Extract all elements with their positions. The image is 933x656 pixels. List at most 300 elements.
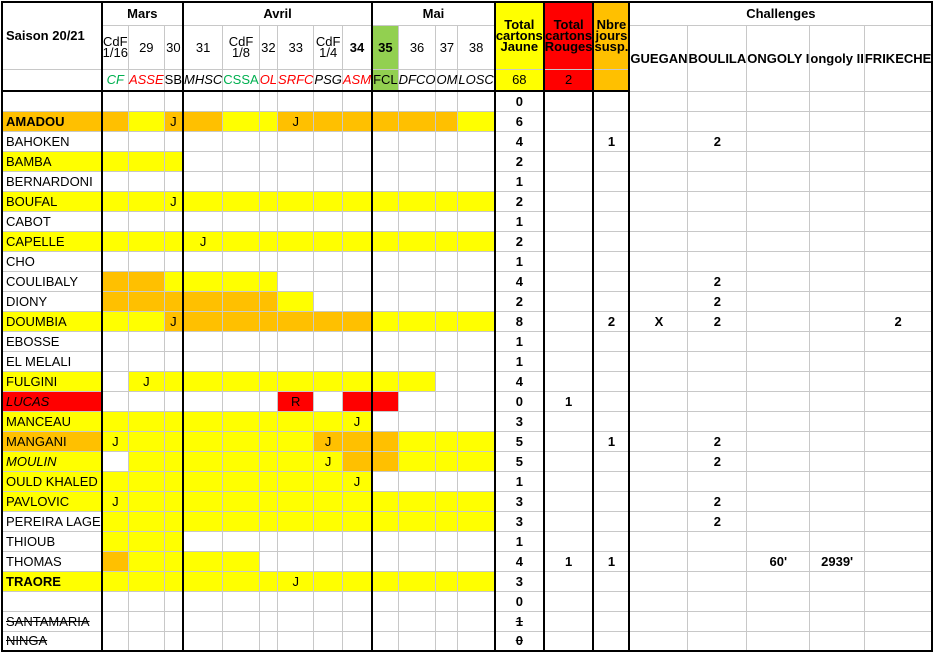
blank-cell[interactable] [223, 91, 259, 111]
challenge-cell[interactable]: X [629, 311, 688, 331]
match-cell[interactable] [398, 611, 436, 631]
match-cell[interactable] [183, 191, 223, 211]
opponent-losc[interactable]: LOSC [458, 69, 495, 91]
challenge-cell[interactable] [688, 231, 747, 251]
challenge-cell[interactable] [810, 611, 864, 631]
yellow-count[interactable]: 2 [495, 291, 544, 311]
match-cell[interactable] [259, 391, 277, 411]
challenge-cell[interactable] [810, 351, 864, 371]
match-cell[interactable] [164, 611, 183, 631]
match-cell[interactable] [436, 231, 458, 251]
match-cell[interactable] [128, 191, 164, 211]
match-cell[interactable] [102, 411, 129, 431]
match-cell[interactable] [372, 371, 398, 391]
match-cell[interactable] [259, 191, 277, 211]
match-cell[interactable] [259, 131, 277, 151]
match-cell[interactable] [223, 111, 259, 131]
suspension-count[interactable]: 1 [593, 131, 629, 151]
challenge-cell[interactable] [747, 191, 810, 211]
match-cell[interactable] [278, 411, 314, 431]
matchday-4[interactable]: 31 [183, 25, 223, 69]
challenge-cell[interactable] [747, 371, 810, 391]
yellow-count[interactable]: 1 [495, 251, 544, 271]
match-cell[interactable] [223, 151, 259, 171]
match-cell[interactable] [398, 471, 436, 491]
red-count[interactable] [544, 331, 594, 351]
red-count[interactable] [544, 371, 594, 391]
match-cell[interactable] [458, 371, 495, 391]
match-cell[interactable] [314, 191, 342, 211]
blank-cell[interactable] [372, 91, 398, 111]
challenge-cell[interactable] [810, 451, 864, 471]
challenge-cell[interactable] [864, 471, 932, 491]
match-cell[interactable] [436, 631, 458, 651]
match-cell[interactable] [102, 471, 129, 491]
red-count[interactable] [544, 311, 594, 331]
match-cell[interactable] [102, 271, 129, 291]
challenge-cell[interactable] [810, 471, 864, 491]
match-cell[interactable] [128, 551, 164, 571]
match-cell[interactable] [183, 531, 223, 551]
challenge-cell[interactable] [810, 511, 864, 531]
match-cell[interactable] [398, 151, 436, 171]
match-cell[interactable] [128, 171, 164, 191]
match-cell[interactable] [458, 331, 495, 351]
match-cell[interactable] [278, 491, 314, 511]
match-cell[interactable] [223, 491, 259, 511]
suspension-count[interactable] [593, 191, 629, 211]
match-cell[interactable] [436, 271, 458, 291]
match-cell[interactable] [223, 471, 259, 491]
challenge-cell[interactable] [688, 611, 747, 631]
challenge-cell[interactable] [688, 411, 747, 431]
matchday-12[interactable]: 37 [436, 25, 458, 69]
match-cell[interactable] [183, 311, 223, 331]
match-cell[interactable] [128, 591, 164, 611]
match-cell[interactable] [436, 371, 458, 391]
match-cell[interactable] [278, 231, 314, 251]
match-cell[interactable] [102, 631, 129, 651]
match-cell[interactable] [436, 511, 458, 531]
match-cell[interactable] [314, 131, 342, 151]
suspension-count[interactable]: 1 [593, 551, 629, 571]
challenge-5[interactable]: FRIKECHE [864, 25, 932, 91]
match-cell[interactable] [458, 311, 495, 331]
match-cell[interactable] [259, 551, 277, 571]
match-cell[interactable] [128, 511, 164, 531]
challenge-cell[interactable] [810, 251, 864, 271]
match-cell[interactable] [259, 331, 277, 351]
blank-cell[interactable] [278, 91, 314, 111]
player-name[interactable]: NINGA [2, 631, 102, 651]
match-cell[interactable] [164, 171, 183, 191]
match-cell[interactable] [259, 431, 277, 451]
match-cell[interactable] [128, 151, 164, 171]
match-cell[interactable] [102, 391, 129, 411]
blank-cell[interactable] [102, 91, 129, 111]
red-count[interactable] [544, 611, 594, 631]
yellow-count[interactable]: 0 [495, 91, 544, 111]
match-cell[interactable] [436, 291, 458, 311]
challenge-cell[interactable]: 2 [688, 271, 747, 291]
match-cell[interactable] [278, 211, 314, 231]
challenge-cell[interactable] [810, 171, 864, 191]
challenge-cell[interactable] [747, 531, 810, 551]
challenges-title[interactable]: Challenges [629, 2, 932, 25]
match-cell[interactable] [342, 231, 372, 251]
match-cell[interactable] [183, 111, 223, 131]
match-cell[interactable] [183, 511, 223, 531]
suspension-count[interactable] [593, 531, 629, 551]
challenge-cell[interactable] [747, 171, 810, 191]
total-red-header[interactable]: Total cartons Rouges [544, 2, 594, 69]
match-cell[interactable] [398, 591, 436, 611]
match-cell[interactable] [314, 511, 342, 531]
matchday-3[interactable]: 30 [164, 25, 183, 69]
match-cell[interactable] [183, 351, 223, 371]
yellow-count[interactable]: 1 [495, 531, 544, 551]
match-cell[interactable] [458, 171, 495, 191]
match-cell[interactable] [458, 251, 495, 271]
match-cell[interactable] [314, 251, 342, 271]
match-cell[interactable] [223, 631, 259, 651]
challenge-cell[interactable] [629, 511, 688, 531]
match-cell[interactable] [223, 231, 259, 251]
challenge-cell[interactable] [688, 351, 747, 371]
match-cell[interactable] [314, 291, 342, 311]
challenge-cell[interactable] [810, 631, 864, 651]
red-count[interactable] [544, 251, 594, 271]
suspension-count[interactable] [593, 151, 629, 171]
suspension-count[interactable] [593, 331, 629, 351]
match-cell[interactable] [372, 611, 398, 631]
challenge-cell[interactable] [810, 591, 864, 611]
red-count[interactable] [544, 411, 594, 431]
matchday-7[interactable]: 33 [278, 25, 314, 69]
player-name[interactable]: EBOSSE [2, 331, 102, 351]
challenge-cell[interactable] [810, 311, 864, 331]
match-cell[interactable] [259, 151, 277, 171]
yellow-count[interactable]: 1 [495, 471, 544, 491]
match-cell[interactable] [436, 591, 458, 611]
player-name[interactable] [2, 591, 102, 611]
suspension-count[interactable]: 2 [593, 311, 629, 331]
challenge-cell[interactable] [864, 291, 932, 311]
challenge-3[interactable]: ONGOLY I [747, 25, 810, 91]
red-count[interactable] [544, 231, 594, 251]
match-cell[interactable] [372, 311, 398, 331]
yellow-count[interactable]: 3 [495, 571, 544, 591]
match-cell[interactable] [436, 331, 458, 351]
match-cell[interactable] [128, 491, 164, 511]
opponent-cf[interactable]: CF [102, 69, 129, 91]
month-mars[interactable]: Mars [102, 2, 183, 25]
match-cell[interactable] [164, 151, 183, 171]
match-cell[interactable] [458, 271, 495, 291]
match-cell[interactable] [398, 451, 436, 471]
challenge-cell[interactable] [864, 391, 932, 411]
challenge-cell[interactable] [688, 471, 747, 491]
challenge-cell[interactable] [629, 91, 688, 111]
match-cell[interactable] [102, 591, 129, 611]
match-cell[interactable] [342, 491, 372, 511]
match-cell[interactable] [278, 551, 314, 571]
total-yellow-header[interactable]: Total cartons Jaune [495, 2, 544, 69]
challenge-cell[interactable] [747, 211, 810, 231]
match-cell[interactable] [164, 531, 183, 551]
match-cell[interactable] [314, 271, 342, 291]
match-cell[interactable] [436, 391, 458, 411]
match-cell[interactable] [223, 551, 259, 571]
challenge-cell[interactable] [864, 191, 932, 211]
match-cell[interactable] [183, 151, 223, 171]
match-cell[interactable] [372, 291, 398, 311]
suspension-count[interactable] [593, 171, 629, 191]
challenge-cell[interactable] [747, 331, 810, 351]
match-cell[interactable] [314, 351, 342, 371]
match-cell[interactable] [102, 211, 129, 231]
challenge-cell[interactable] [629, 151, 688, 171]
match-cell[interactable] [436, 211, 458, 231]
match-cell[interactable] [102, 231, 129, 251]
match-cell[interactable] [342, 371, 372, 391]
match-cell[interactable] [398, 411, 436, 431]
challenge-cell[interactable] [864, 251, 932, 271]
match-cell[interactable] [128, 611, 164, 631]
challenge-cell[interactable] [629, 551, 688, 571]
match-cell[interactable] [102, 171, 129, 191]
challenge-cell[interactable]: 2939' [810, 551, 864, 571]
match-cell[interactable] [164, 631, 183, 651]
challenge-cell[interactable] [747, 131, 810, 151]
red-count[interactable] [544, 631, 594, 651]
challenge-cell[interactable] [747, 611, 810, 631]
match-cell[interactable] [372, 431, 398, 451]
red-count[interactable] [544, 451, 594, 471]
match-cell[interactable] [183, 631, 223, 651]
total-red-value[interactable]: 2 [544, 69, 594, 91]
challenge-cell[interactable] [864, 171, 932, 191]
match-cell[interactable] [128, 471, 164, 491]
challenge-cell[interactable] [810, 431, 864, 451]
match-cell[interactable] [314, 391, 342, 411]
match-cell[interactable] [278, 371, 314, 391]
challenge-cell[interactable] [747, 251, 810, 271]
match-cell[interactable] [102, 551, 129, 571]
match-cell[interactable] [128, 231, 164, 251]
match-cell[interactable] [183, 611, 223, 631]
match-cell[interactable] [164, 371, 183, 391]
match-cell[interactable] [128, 531, 164, 551]
challenge-cell[interactable] [688, 591, 747, 611]
player-name[interactable]: CABOT [2, 211, 102, 231]
player-name[interactable]: AMADOU [2, 111, 102, 131]
player-name[interactable]: TRAORE [2, 571, 102, 591]
match-cell[interactable] [372, 631, 398, 651]
match-cell[interactable] [398, 191, 436, 211]
match-cell[interactable] [436, 251, 458, 271]
match-cell[interactable] [128, 451, 164, 471]
yellow-count[interactable]: 0 [495, 631, 544, 651]
match-cell[interactable] [223, 131, 259, 151]
suspension-count[interactable] [593, 351, 629, 371]
suspension-count[interactable] [593, 451, 629, 471]
match-cell[interactable]: R [278, 391, 314, 411]
match-cell[interactable] [436, 311, 458, 331]
challenge-cell[interactable] [864, 611, 932, 631]
match-cell[interactable] [314, 311, 342, 331]
match-cell[interactable] [372, 151, 398, 171]
match-cell[interactable] [342, 131, 372, 151]
challenge-cell[interactable] [688, 171, 747, 191]
challenge-cell[interactable] [864, 131, 932, 151]
match-cell[interactable] [278, 291, 314, 311]
suspension-count[interactable] [593, 371, 629, 391]
match-cell[interactable] [342, 451, 372, 471]
match-cell[interactable] [372, 331, 398, 351]
match-cell[interactable] [314, 611, 342, 631]
match-cell[interactable] [398, 291, 436, 311]
opponent-ol[interactable]: OL [259, 69, 277, 91]
match-cell[interactable] [458, 191, 495, 211]
match-cell[interactable] [458, 571, 495, 591]
match-cell[interactable] [436, 571, 458, 591]
blank-cell[interactable] [342, 91, 372, 111]
red-count[interactable] [544, 131, 594, 151]
suspension-count[interactable] [593, 631, 629, 651]
match-cell[interactable] [183, 251, 223, 271]
match-cell[interactable] [398, 171, 436, 191]
match-cell[interactable] [372, 471, 398, 491]
challenge-cell[interactable]: 60' [747, 551, 810, 571]
challenge-cell[interactable] [629, 231, 688, 251]
match-cell[interactable] [223, 531, 259, 551]
challenge-cell[interactable]: 2 [688, 291, 747, 311]
challenge-cell[interactable] [688, 631, 747, 651]
match-cell[interactable] [342, 571, 372, 591]
suspension-count[interactable] [593, 491, 629, 511]
match-cell[interactable] [398, 431, 436, 451]
match-cell[interactable] [398, 231, 436, 251]
match-cell[interactable]: J [342, 411, 372, 431]
suspension-count[interactable] [593, 231, 629, 251]
match-cell[interactable] [436, 351, 458, 371]
match-cell[interactable] [314, 331, 342, 351]
match-cell[interactable] [223, 451, 259, 471]
challenge-cell[interactable]: 2 [688, 491, 747, 511]
challenge-cell[interactable] [810, 191, 864, 211]
match-cell[interactable] [458, 151, 495, 171]
match-cell[interactable] [223, 331, 259, 351]
match-cell[interactable] [372, 231, 398, 251]
player-name[interactable]: BOUFAL [2, 191, 102, 211]
matchday-9[interactable]: 34 [342, 25, 372, 69]
red-count[interactable] [544, 351, 594, 371]
match-cell[interactable] [372, 551, 398, 571]
match-cell[interactable] [314, 411, 342, 431]
challenge-cell[interactable] [810, 571, 864, 591]
match-cell[interactable] [458, 351, 495, 371]
challenge-cell[interactable] [688, 251, 747, 271]
matchday-10[interactable]: 35 [372, 25, 398, 69]
match-cell[interactable] [372, 391, 398, 411]
opponent-psg[interactable]: PSG [314, 69, 342, 91]
match-cell[interactable] [278, 311, 314, 331]
player-name[interactable]: FULGINI [2, 371, 102, 391]
match-cell[interactable] [183, 331, 223, 351]
match-cell[interactable] [436, 171, 458, 191]
match-cell[interactable] [314, 151, 342, 171]
challenge-cell[interactable] [864, 331, 932, 351]
yellow-count[interactable]: 2 [495, 191, 544, 211]
match-cell[interactable] [102, 451, 129, 471]
challenge-cell[interactable] [629, 191, 688, 211]
red-count[interactable] [544, 191, 594, 211]
challenge-cell[interactable] [688, 391, 747, 411]
match-cell[interactable] [183, 431, 223, 451]
challenge-cell[interactable] [688, 191, 747, 211]
challenge-cell[interactable] [629, 331, 688, 351]
match-cell[interactable]: J [102, 431, 129, 451]
challenge-2[interactable]: BOULILA [688, 25, 747, 91]
suspension-count[interactable] [593, 591, 629, 611]
yellow-count[interactable]: 3 [495, 511, 544, 531]
challenge-cell[interactable] [864, 591, 932, 611]
match-cell[interactable] [259, 411, 277, 431]
match-cell[interactable] [458, 411, 495, 431]
match-cell[interactable] [259, 631, 277, 651]
blank-cell[interactable] [183, 91, 223, 111]
match-cell[interactable] [223, 271, 259, 291]
challenge-cell[interactable] [864, 111, 932, 131]
match-cell[interactable] [102, 351, 129, 371]
match-cell[interactable] [259, 531, 277, 551]
match-cell[interactable]: J [164, 191, 183, 211]
match-cell[interactable] [372, 451, 398, 471]
red-count[interactable] [544, 531, 594, 551]
match-cell[interactable] [278, 151, 314, 171]
challenge-cell[interactable] [629, 491, 688, 511]
match-cell[interactable] [164, 571, 183, 591]
match-cell[interactable] [372, 411, 398, 431]
challenge-cell[interactable] [864, 91, 932, 111]
matchday-13[interactable]: 38 [458, 25, 495, 69]
player-name[interactable]: COULIBALY [2, 271, 102, 291]
challenge-cell[interactable] [864, 151, 932, 171]
yellow-count[interactable]: 4 [495, 551, 544, 571]
match-cell[interactable] [164, 231, 183, 251]
challenge-cell[interactable] [688, 211, 747, 231]
match-cell[interactable] [398, 631, 436, 651]
challenge-cell[interactable] [629, 451, 688, 471]
match-cell[interactable] [102, 111, 129, 131]
challenge-cell[interactable] [688, 151, 747, 171]
match-cell[interactable] [259, 471, 277, 491]
match-cell[interactable] [164, 431, 183, 451]
opponent-dfco[interactable]: DFCO [398, 69, 436, 91]
match-cell[interactable] [164, 251, 183, 271]
match-cell[interactable]: J [314, 451, 342, 471]
match-cell[interactable] [342, 271, 372, 291]
match-cell[interactable] [223, 291, 259, 311]
match-cell[interactable] [102, 511, 129, 531]
match-cell[interactable] [372, 511, 398, 531]
season-title[interactable]: Saison 20/21 [2, 2, 102, 69]
match-cell[interactable] [259, 491, 277, 511]
match-cell[interactable] [398, 311, 436, 331]
red-count[interactable] [544, 491, 594, 511]
challenge-cell[interactable] [747, 151, 810, 171]
